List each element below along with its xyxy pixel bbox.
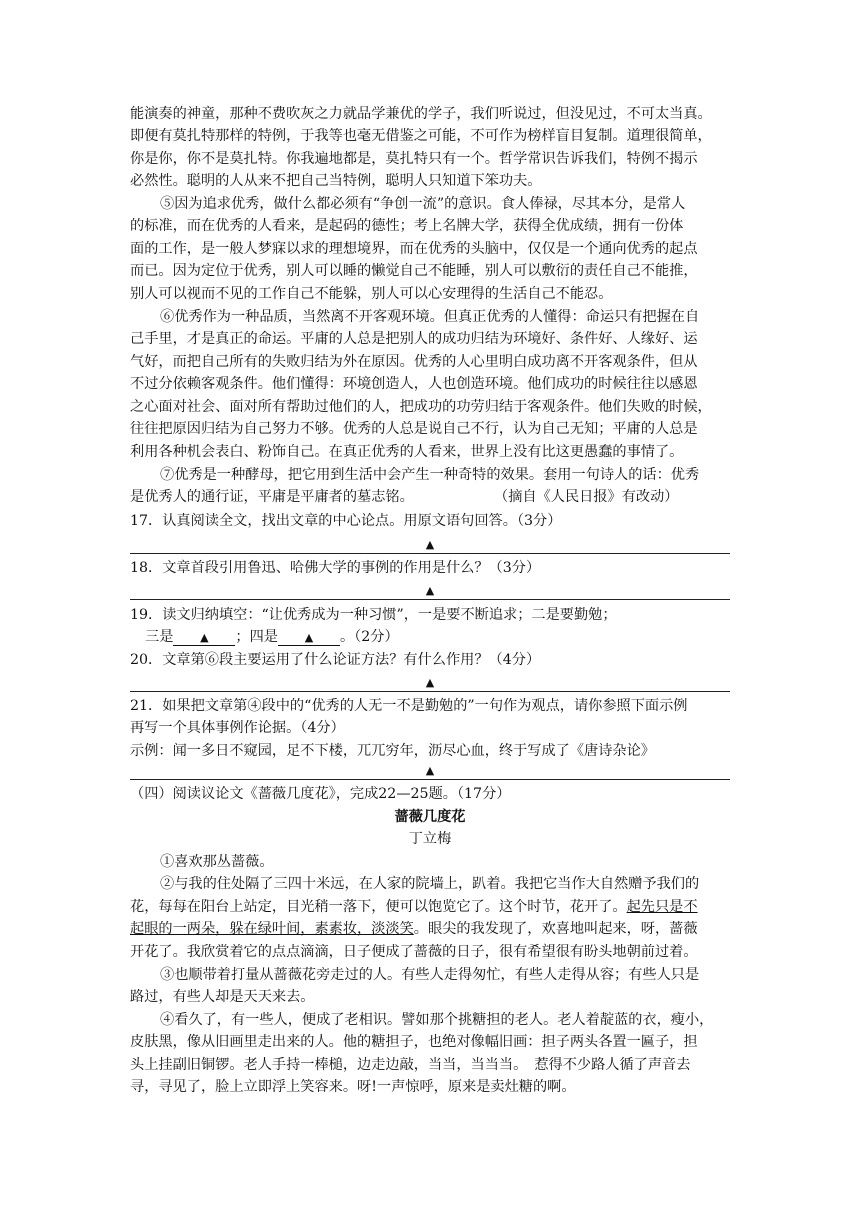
paragraph-5-line: 面的工作，是一般人梦寐以求的理想境界，而在优秀的头脑中，仅仅是一个通向优秀的起点: [130, 241, 698, 257]
paragraph-7-line: 是优秀人的通行证，平庸是平庸者的墓志铭。: [130, 489, 414, 505]
paragraph-6-line: 己手里，才是真正的命运。平庸的人总是把别人的成功归结为环境好、条件好、人缘好、运: [130, 331, 698, 347]
paragraph-5-line: 的标准，而在优秀的人看来，是起码的德性；考上名牌大学，获得全优成绩，拥有一份体: [130, 218, 684, 234]
blank-3-label: 三是: [145, 629, 174, 645]
answer-mark: ▲: [425, 764, 435, 777]
essay-para-2-line: 开花了。我欣赏着它的点点滴滴，日子便成了蔷薇的日子，很有希望很有盼头地朝前过着。: [130, 944, 698, 960]
text-span: 。眼尖的我发现了，欢喜地叫起来，呀，蔷薇: [413, 921, 698, 937]
essay-title: 蔷薇几度花: [394, 809, 466, 825]
paragraph-5-line: ⑤因为追求优秀，做什么都必须有“争创一流”的意识。食人俸禄，尽其本分，是常人: [160, 196, 686, 212]
paragraph-6-line: 气好，而把自己所有的失败归结为外在原因。优秀的人心里明白成功离不开客观条件，但从: [130, 354, 698, 370]
question-21-cont: 再写一个具体事例作论据。（4分）: [130, 720, 345, 736]
question-17: 17．认真阅读全文，找出文章的中心论点。用原文语句回答。（3分）: [130, 513, 562, 529]
underlined-sentence: 起眼的一两朵，躲在绿叶间，素素妆，淡淡笑: [130, 921, 414, 937]
answer-line-17[interactable]: [130, 538, 730, 554]
answer-rule: [130, 599, 730, 600]
answer-mark: ▲: [425, 676, 435, 689]
text-line: 能演奏的神童，那种不费吹灰之力就品学兼优的学子，我们听说过，但没见过，不可太当真。: [130, 106, 712, 122]
answer-line-21[interactable]: [130, 764, 730, 780]
paragraph-5-line: 而已。因为定位于优秀，别人可以睡的懒觉自己不能睡，别人可以敷衍的责任自己不能推，: [130, 263, 698, 279]
essay-para-4-line: ④看久了，有一些人，便成了老相识。譬如那个挑糖担的老人。老人着靛蓝的衣，瘦小，: [160, 1012, 714, 1028]
text-span: 花，每每在阳台上站定，目光稍一落下，便可以饱览它了。这个时节，花开了。: [130, 899, 627, 915]
essay-para-1: ①喜欢那丛蔷薇。: [160, 854, 274, 870]
essay-para-3-line: 路过，有些人却是天天来去。: [130, 989, 315, 1005]
essay-para-4-line: 头上挂副旧铜锣。老人手持一棒槌，边走边敲，当当，当当当。 惹得不少路人循了声音去: [130, 1057, 691, 1073]
answer-rule: [130, 553, 730, 554]
answer-line-20[interactable]: [130, 676, 730, 692]
question-19-blanks: [145, 626, 745, 648]
essay-author: 丁立梅: [408, 831, 452, 847]
blank-4-label: ；四是: [235, 629, 278, 645]
paragraph-6-line: 不过分依赖客观条件。他们懂得：环境创造人，人也创造环境。他们成功的时候往往以感恩: [130, 376, 698, 392]
essay-para-2-line: ②与我的住处隔了三四十米远，在人家的院墙上，趴着。我把它当作大自然赠予我们的: [160, 876, 700, 892]
question-21-example: 示例：闻一多日不窥园，足不下楼，兀兀穷年，沥尽心血，终于写成了《唐诗杂论》: [130, 743, 655, 759]
essay-para-2-line: [130, 918, 730, 940]
essay-para-4-line: 寻，寻见了，脸上立即浮上笑容来。呀!一声惊呼，原来是卖灶糖的啊。: [130, 1079, 576, 1095]
answer-line-18[interactable]: [130, 584, 730, 600]
question-21: 21．如果把文章第④段中的“优秀的人无一不是勤勉的”一句作为观点，请你参照下面示例: [130, 698, 688, 714]
answer-rule: [130, 779, 730, 780]
underlined-sentence: 起先只是不: [626, 899, 698, 915]
question-18: 18．文章首段引用鲁迅、哈佛大学的事例的作用是什么？（3分）: [130, 560, 541, 576]
paragraph-6-line: 利用各种机会表白、粉饰自己。在真正优秀的人看来，世界上没有比这更愚蠢的事情了。: [130, 444, 684, 460]
paragraph-6-line: 之心面对社会、面对所有帮助过他们的人，把成功的功劳归结于客观条件。他们失败的时候，: [130, 399, 712, 415]
paragraph-6-line: ⑥优秀作为一种品质，当然离不开客观环境。但真正优秀的人懂得：命运只有把握在自: [160, 309, 700, 325]
essay-para-4-line: 皮肤黑，像从旧画里走出来的人。他的糖担子，也绝对像幅旧画：担子两头各置一匾子，担: [130, 1034, 698, 1050]
essay-para-3-line: ③也顺带着打量从蔷薇花旁走过的人。有些人走得匆忙，有些人走得从容；有些人只是: [160, 967, 700, 983]
paragraph-6-line: 往往把原因归结为自己努力不够。优秀的人总是说自己不行，认为自己无知；平庸的人总是: [130, 421, 698, 437]
question-19-score: 。（2分）: [339, 629, 399, 645]
answer-blank-4[interactable]: ▲: [278, 631, 340, 646]
text-line: 你是你，你不是莫扎特。你我遍地都是，莫扎特只有一个。哲学常识告诉我们，特例不揭示: [130, 151, 698, 167]
section-4-heading: （四）阅读议论文《蔷薇几度花》，完成22—25题。（17分）: [130, 786, 511, 802]
paragraph-7-line: ⑦优秀是一种酵母，把它用到生活中会产生一种奇特的效果。套用一句诗人的话：优秀: [160, 467, 700, 483]
source-note: （摘自《人民日报》有改动）: [494, 489, 679, 505]
text-line: 必然性。聪明的人从来不把自己当特例，聪明人只知道下笨功夫。: [130, 173, 542, 189]
answer-blank-3[interactable]: ▲: [173, 631, 235, 646]
answer-mark: ▲: [425, 538, 435, 551]
answer-rule: [130, 691, 730, 692]
paragraph-5-line: 别人可以视而不见的工作自己不能躲，别人可以心安理得的生活自己不能忍。: [130, 286, 613, 302]
question-20: 20．文章第⑥段主要运用了什么论证方法？有什么作用？（4分）: [130, 652, 541, 668]
answer-mark: ▲: [425, 584, 435, 597]
question-19: 19．读文归纳填空：“让优秀成为一种习惯”，一是要不断追求；二是要勤勉；: [130, 607, 617, 623]
text-line: 即便有莫扎特那样的特例，于我等也毫无借鉴之可能，不可作为榜样盲目复制。道理很简单，: [130, 128, 712, 144]
essay-para-2-line: [130, 896, 730, 918]
